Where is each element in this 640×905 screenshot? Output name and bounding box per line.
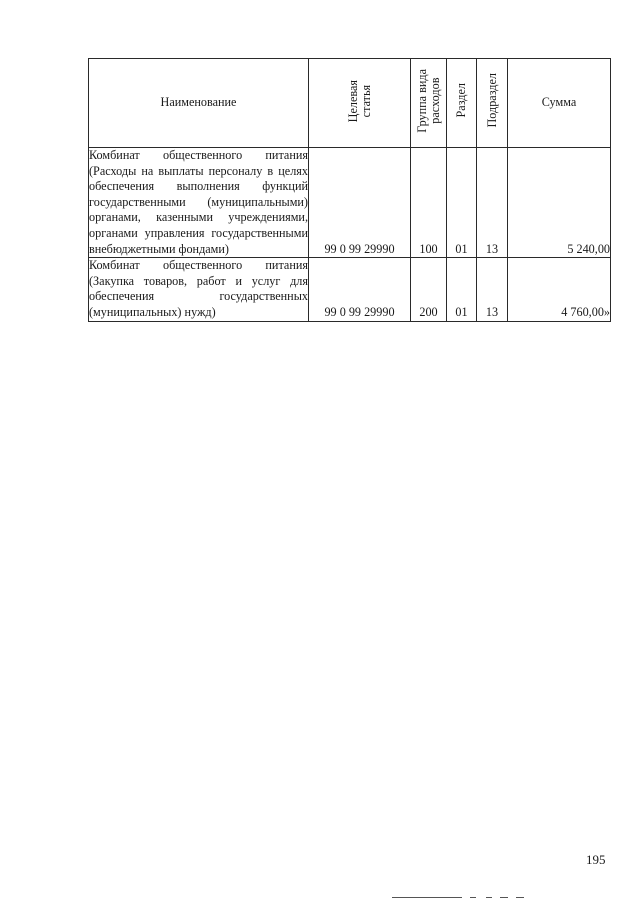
row-2-subsection: 13 — [477, 258, 508, 321]
header-target-article-label: Целевая статья — [345, 79, 373, 122]
table-row — [89, 148, 611, 258]
header-name-label: Наименование — [160, 95, 237, 110]
budget-table — [88, 58, 611, 322]
row-2-amount: 4 760,00» — [508, 258, 611, 321]
row-1-subsection: 13 — [477, 148, 508, 258]
header-target-article — [309, 59, 411, 148]
row-1-section: 01 — [447, 148, 477, 258]
table-header-row — [89, 59, 611, 148]
header-subsection — [477, 59, 508, 148]
row-1-amount: 5 240,00 — [508, 148, 611, 258]
header-amount — [508, 59, 611, 148]
footer-rule — [392, 897, 462, 898]
header-amount-label: Сумма — [541, 95, 577, 110]
header-subsection-label: Подраздел — [484, 73, 499, 128]
row-2-section: 01 — [447, 258, 477, 321]
footer-rule — [500, 897, 508, 898]
row-2-name: Комбинат общественного питания (Закупка товаров, работ и услуг для обеспечения государственных (муниципальных) нужд) — [89, 258, 309, 321]
row-1-target-article: 99 0 99 29990 — [309, 148, 411, 258]
footer-rule — [516, 897, 524, 898]
row-2-expense-group: 200 — [411, 258, 447, 321]
header-expense-group — [411, 59, 447, 148]
footer-rule — [470, 897, 476, 898]
row-2-target-article: 99 0 99 29990 — [309, 258, 411, 321]
header-name — [89, 59, 309, 148]
header-section — [447, 59, 477, 148]
page-number: 195 — [586, 852, 606, 867]
header-expense-group-label: Группа вида расходов — [414, 68, 442, 133]
row-1-name: Комбинат общественного питания (Расходы на выплаты персоналу в целях обеспечения выполнения функций государственными (муниципальными) органами, казенными учреждениями, органами управления государственными внебюджетными фондами) — [89, 148, 309, 258]
footer-rule — [486, 897, 492, 898]
table-row — [89, 258, 611, 321]
header-section-label: Раздел — [454, 83, 468, 118]
row-1-expense-group: 100 — [411, 148, 447, 258]
